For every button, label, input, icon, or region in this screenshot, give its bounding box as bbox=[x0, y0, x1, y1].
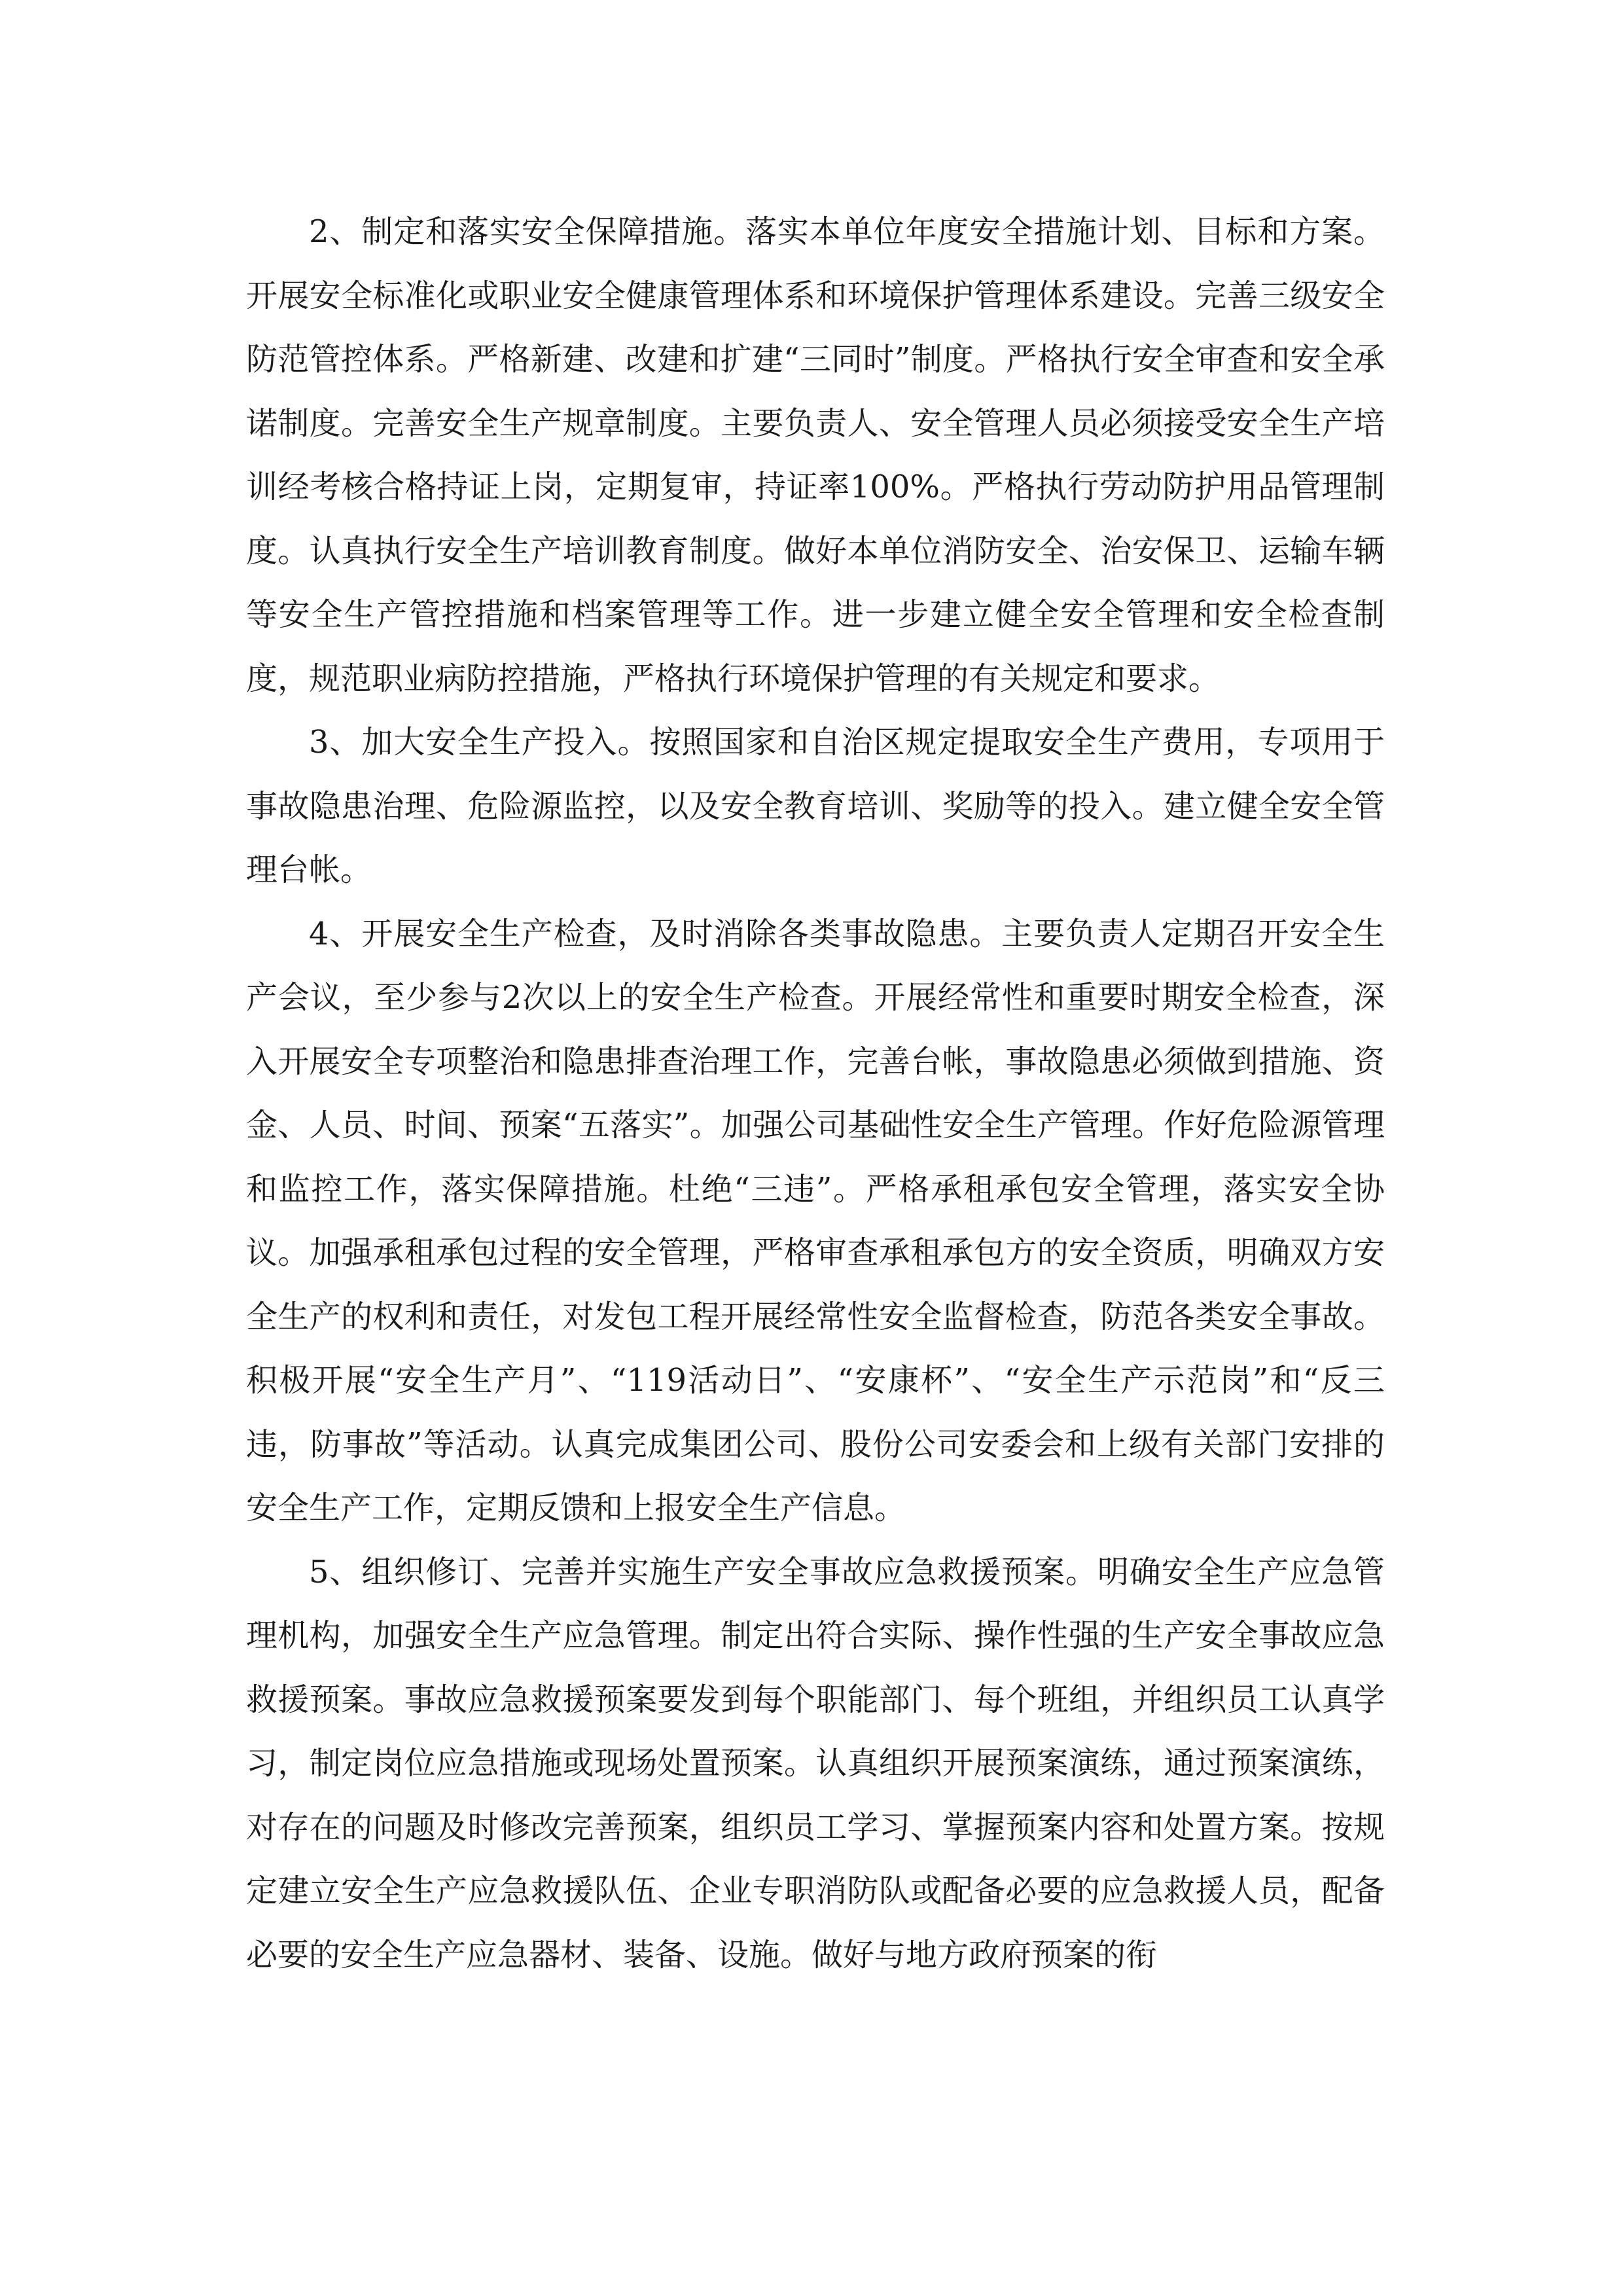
paragraph-emergency-plan: 5、组织修订、完善并实施生产安全事故应急救援预案。明确安全生产应急管理机构，加强安全生产应急管理。制定出符合实际、操作性强的生产安全事故应急救援预案。事故应急救援预案要发到每个职能部门、每个班组，并组织员工认真学习，制定岗位应急措施或现场处置预案。认真组织开展预案演练，通过预案演练，对存在的问题及时修改完善预案，组织员工学习、掌握预案内容和处置方案。按规定建立安全生产应急救援队伍、企业专职消防队或配备必要的应急救援人员，配备必要的安全生产应急器材、装备、设施。做好与地方政府预案的衔 bbox=[246, 1553, 1385, 1973]
paragraph-safety-inspection: 4、开展安全生产检查，及时消除各类事故隐患。主要负责人定期召开安全生产会议，至少参与2次以上的安全生产检查。开展经常性和重要时期安全检查，深入开展安全专项整治和隐患排查治理工作，完善台帐，事故隐患必须做到措施、资金、人员、时间、预案“五落实”。加强公司基础性安全生产管理。作好危险源管理和监控工作，落实保障措施。杜绝“三违”。严格承租承包安全管理，落实安全协议。加强承租承包过程的安全管理，严格审查承租承包方的安全资质，明确双方安全生产的权利和责任，对发包工程开展经常性安全监督检查，防范各类安全事故。积极开展“安全生产月”、“119活动日”、“安康杯”、“安全生产示范岗”和“反三违，防事故”等活动。认真完成集团公司、股份公司安委会和上级有关部门安排的安全生产工作，定期反馈和上报安全生产信息。 bbox=[246, 915, 1385, 1526]
paragraph-safety-measures: 2、制定和落实安全保障措施。落实本单位年度安全措施计划、目标和方案。开展安全标准化或职业安全健康管理体系和环境保护管理体系建设。完善三级安全防范管控体系。严格新建、改建和扩建“三同时”制度。严格执行安全审查和安全承诺制度。完善安全生产规章制度。主要负责人、安全管理人员必须接受安全生产培训经考核合格持证上岗，定期复审，持证率100%。严格执行劳动防护用品管理制度。认真执行安全生产培训教育制度。做好本单位消防安全、治安保卫、运输车辆等安全生产管控措施和档案管理等工作。进一步建立健全安全管理和安全检查制度，规范职业病防控措施，严格执行环境保护管理的有关规定和要求。 bbox=[246, 213, 1385, 697]
paragraph-safety-investment: 3、加大安全生产投入。按照国家和自治区规定提取安全生产费用，专项用于事故隐患治理、危险源监控，以及安全教育培训、奖励等的投入。建立健全安全管理台帐。 bbox=[246, 724, 1385, 888]
document-body bbox=[246, 200, 1385, 1987]
